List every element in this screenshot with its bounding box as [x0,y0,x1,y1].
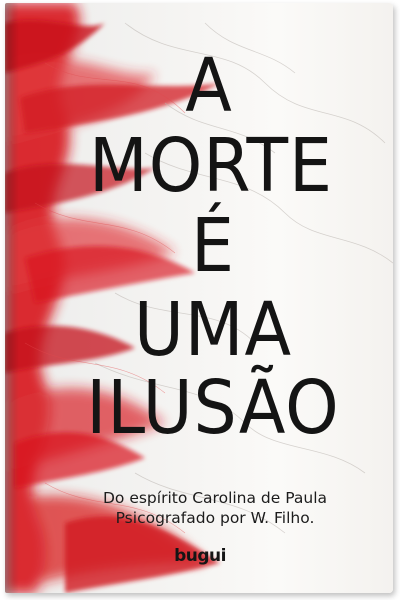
subtitle-psychographer: Psicografado por W. Filho. [115,509,315,527]
title-line-3: É [191,203,235,289]
title-line-4: UMA [134,287,292,373]
title-line-5: ILUSÃO [86,365,340,451]
subtitle-author-spirit: Do espírito Carolina de Paula [102,489,328,507]
publisher-logo: bugui [174,546,226,566]
book-cover [5,3,393,593]
title-line-2: MORTE [89,123,333,209]
spine-shadow [5,3,19,593]
title-line-1: A [185,43,233,129]
